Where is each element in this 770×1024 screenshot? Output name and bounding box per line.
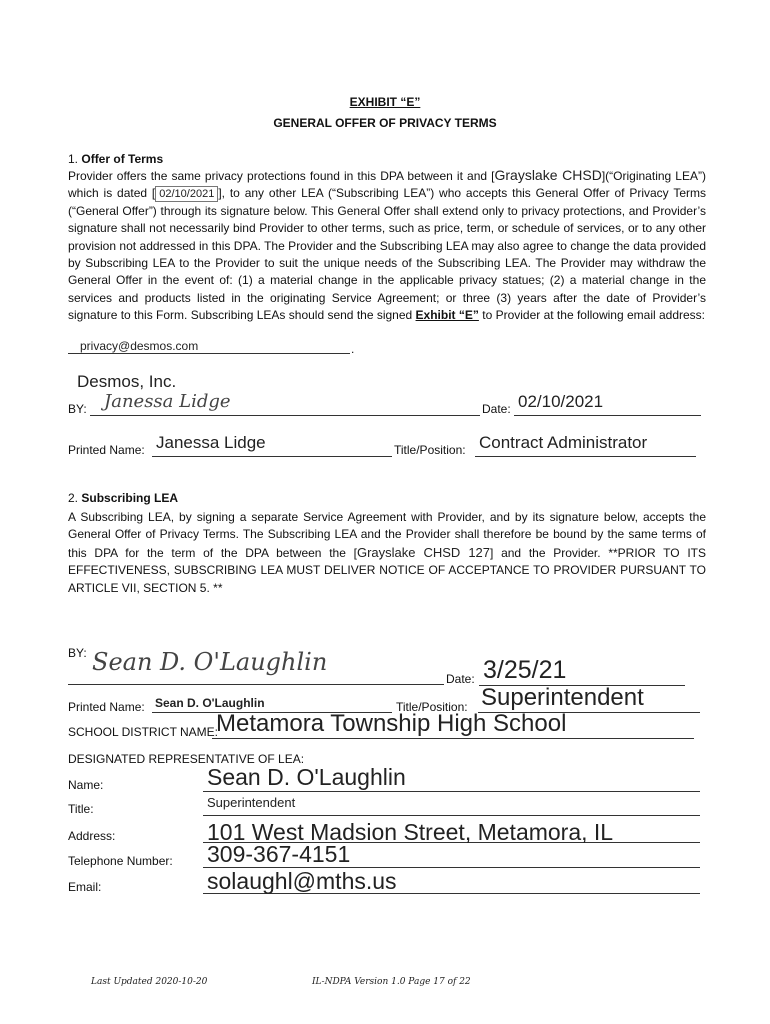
- rep-heading: DESIGNATED REPRESENTATIVE OF LEA:: [68, 752, 305, 766]
- dated-field[interactable]: 02/10/2021: [155, 186, 218, 202]
- provider-company[interactable]: Desmos, Inc.: [77, 372, 177, 391]
- rep-email-field[interactable]: solaughl@mths.us: [207, 868, 397, 894]
- provider-email-field[interactable]: privacy@desmos.com: [80, 339, 199, 353]
- provider-email-line: [68, 353, 350, 354]
- rep-title-field[interactable]: Superintendent: [207, 795, 296, 810]
- provider-printed-name-field[interactable]: Janessa Lidge: [156, 433, 266, 452]
- footer-updated: Last Updated 2020-10-20: [91, 977, 208, 987]
- section2-heading: [68, 491, 178, 505]
- rep-phone-field[interactable]: 309-367-4151: [207, 841, 351, 867]
- provider-title-line: [475, 456, 696, 457]
- exhibit-subtitle: GENERAL OFFER OF PRIVACY TERMS: [273, 116, 497, 130]
- subscriber-signature-line: [68, 684, 444, 685]
- rep-name-line: [203, 791, 700, 792]
- provider-by-label: BY:: [68, 402, 87, 416]
- section1-paragraph: [68, 167, 706, 325]
- email-period: .: [351, 342, 355, 356]
- provider-printed-name-line: [152, 456, 392, 457]
- section2-text-b: ] and the Provider. **PRIOR TO ITS EFFECTIVENESS, SUBSCRIBING LEA MUST DELIVER NOTICE OF ACCEPTANCE TO PROVIDER PURSUANT TO ARTICLE VII, SECTION 5. **: [68, 545, 707, 595]
- provider-printed-name-label: Printed Name:: [68, 443, 145, 457]
- exhibit-ref: Exhibit “E”: [415, 308, 479, 323]
- section2-number: 2.: [68, 491, 79, 505]
- rep-email-label: Email:: [68, 880, 102, 894]
- subscribing-lea-field[interactable]: Grayslake CHSD 127: [356, 544, 491, 560]
- provider-title-label: Title/Position:: [394, 443, 466, 457]
- section1-text-b: ](“Originating LEA”) which is dated [: [68, 169, 706, 201]
- section1-number: 1.: [68, 152, 79, 166]
- rep-title-label: Title:: [68, 802, 94, 816]
- section2-title: Subscribing LEA: [81, 491, 179, 505]
- exhibit-title: EXHIBIT “E”: [349, 95, 421, 109]
- subscriber-title-field[interactable]: Superintendent: [481, 684, 644, 711]
- subscriber-printed-name-field[interactable]: Sean D. O'Laughlin: [155, 696, 265, 710]
- provider-signature-line: [90, 415, 480, 416]
- district-label: SCHOOL DISTRICT NAME:: [68, 725, 219, 739]
- section2-text-a: A Subscribing LEA, by signing a separate Service Agreement with Provider, and by its signature below, accepts the General Offer of Privacy Terms. The Subscribing LEA and the Provider shall therefore be bound by the same terms of this DPA for the term of the DPA between the [: [68, 510, 706, 560]
- section1-text-a: Provider offers the same privacy protections found in this DPA between it and [: [68, 169, 495, 183]
- rep-title-line: [203, 815, 700, 816]
- rep-address-label: Address:: [68, 829, 116, 843]
- district-line: [212, 738, 694, 739]
- subscriber-signature: Sean D. O'Laughlin: [92, 648, 328, 676]
- provider-signature: Janessa Lidge: [104, 391, 231, 412]
- district-field[interactable]: Metamora Township High School: [216, 710, 567, 737]
- section1-text-d: to Provider at the following email address:: [482, 308, 706, 323]
- subscriber-printed-name-label: Printed Name:: [68, 700, 145, 714]
- originating-lea-field[interactable]: Grayslake CHSD: [494, 167, 602, 183]
- provider-date-label: Date:: [482, 402, 511, 416]
- subscriber-title-label: Title/Position:: [396, 700, 468, 714]
- rep-address-field[interactable]: 101 West Madsion Street, Metamora, IL: [207, 819, 614, 845]
- provider-title-field[interactable]: Contract Administrator: [479, 433, 648, 452]
- section2-paragraph: [68, 509, 706, 597]
- provider-date-line: [514, 415, 701, 416]
- subscriber-date-field[interactable]: 3/25/21: [483, 656, 567, 684]
- rep-name-label: Name:: [68, 778, 104, 792]
- rep-name-field[interactable]: Sean D. O'Laughlin: [207, 764, 406, 790]
- subscriber-date-label: Date:: [446, 672, 475, 686]
- footer-version: IL-NDPA Version 1.0 Page 17 of 22: [312, 977, 471, 987]
- section1-text-c: ], to any other LEA (“Subscribing LEA”) who accepts this General Offer of Privacy Terms (“General Offer”) through its signature below. This General Offer shall extend only to privacy protections, and Provider’s signature shall not necessarily bind Provider to other terms, such as price, term, or schedule of services, or to any other provision not addressed in this DPA. The Provider and the Subscribing LEA may also agree to change the data provided by Subscribing LEA to the Provider to suit the unique needs of the Subscribing LEA. The Provider may withdraw the General Offer in the event of: (1) a material change in the applicable privacy statues; (2) a material change in the services and products listed in the originating Service Agreement; or three (3) years after the date of Provider’s signature to this Form. Subscribing LEAs should send the signed: [68, 186, 706, 323]
- section1-heading: [68, 152, 163, 166]
- subscriber-by-label: BY:: [68, 646, 87, 660]
- provider-date-field[interactable]: 02/10/2021: [518, 392, 604, 411]
- rep-phone-label: Telephone Number:: [68, 854, 173, 868]
- section1-title: Offer of Terms: [81, 152, 164, 166]
